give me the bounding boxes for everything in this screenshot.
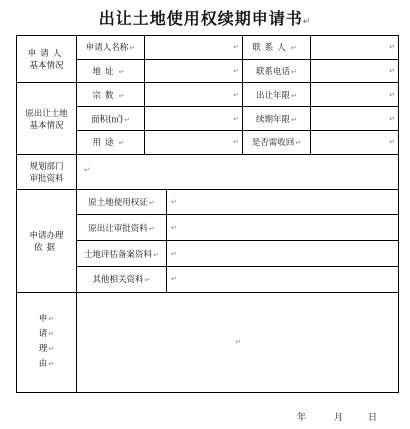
reason-char: 申 xyxy=(38,314,48,325)
footer-day: 日 xyxy=(368,413,378,423)
address-label xyxy=(77,59,145,83)
cell-mark: ↵ xyxy=(233,138,239,147)
reason-char: 请 xyxy=(38,329,48,340)
cell-mark: ↵ xyxy=(118,139,129,148)
use-label xyxy=(77,130,145,154)
reason-field[interactable] xyxy=(77,292,399,392)
contact-person-label-text: 联系人 xyxy=(252,43,290,54)
grant-term-field[interactable] xyxy=(311,83,399,107)
basis-item-grant-approval-field[interactable] xyxy=(167,215,399,241)
cell-mark: ↵ xyxy=(48,360,55,369)
cell-mark: ↵ xyxy=(144,276,151,285)
cell-mark: ↵ xyxy=(171,223,177,232)
use-field[interactable] xyxy=(145,130,243,154)
cell-mark: ↵ xyxy=(233,114,239,123)
applicant-section-label xyxy=(17,36,77,83)
grant-term-label-text: 出让年限 xyxy=(256,90,291,101)
reason-char: 由 xyxy=(38,359,48,370)
applicant-name-row xyxy=(17,36,399,60)
cell-mark: ↵ xyxy=(48,345,55,354)
cell-mark: ↵ xyxy=(171,275,177,284)
area-label xyxy=(77,107,145,131)
cell-mark: ↵ xyxy=(291,68,297,77)
applicant-label-line2: 基本情况 xyxy=(29,61,64,72)
basis-item-valuation-filing-field[interactable] xyxy=(167,241,399,267)
contact-person-field[interactable] xyxy=(311,36,399,60)
cell-mark: ↵ xyxy=(118,91,129,100)
basis-label-line2: 依据 xyxy=(33,242,59,253)
planning-label-line2: 审批资料 xyxy=(29,173,64,184)
basis-item-valuation-filing xyxy=(77,241,167,267)
page-title xyxy=(0,6,410,29)
reason-label-vertical xyxy=(39,312,54,372)
land-label-line1: 原出让土地 xyxy=(25,108,68,119)
cell-mark: ↵ xyxy=(233,67,239,76)
planning-label-line1: 规划部门 xyxy=(29,161,64,172)
applicant-name-label xyxy=(77,36,145,60)
basis-item-land-certificate xyxy=(77,189,167,215)
paragraph-mark: ↵ xyxy=(302,17,312,27)
phone-label xyxy=(243,59,311,83)
planning-field[interactable] xyxy=(77,154,399,189)
renewal-term-field[interactable] xyxy=(311,107,399,131)
cell-mark: ↵ xyxy=(389,90,395,99)
parcels-field[interactable] xyxy=(145,83,243,107)
cell-mark: ↵ xyxy=(290,44,301,53)
cell-mark: ↵ xyxy=(233,90,239,99)
cell-mark: ↵ xyxy=(118,68,129,77)
cell-mark: ↵ xyxy=(291,115,297,124)
cell-mark: ↵ xyxy=(84,165,90,174)
application-form-table xyxy=(16,35,399,393)
cell-mark: ↵ xyxy=(235,338,241,347)
address-field[interactable] xyxy=(145,59,243,83)
parcels-label xyxy=(77,83,145,107)
basis-item-label: 土地评估备案资料 xyxy=(84,249,153,260)
address-label-text: 地址 xyxy=(92,67,118,78)
basis-item-land-certificate-field[interactable] xyxy=(167,189,399,215)
parcels-label-text: 宗数 xyxy=(92,90,118,101)
renewal-term-label xyxy=(243,107,311,131)
cell-mark: ↵ xyxy=(153,250,159,259)
cell-mark: ↵ xyxy=(389,43,395,52)
area-label-text: 面积(㎡) xyxy=(90,114,124,125)
planning-row xyxy=(17,154,399,189)
applicant-name-label-text: 申请人名称 xyxy=(85,43,129,54)
phone-label-text: 联系电话 xyxy=(256,67,291,78)
cell-mark: ↵ xyxy=(295,139,302,148)
cell-mark: ↵ xyxy=(233,43,239,52)
area-field[interactable] xyxy=(145,107,243,131)
phone-field[interactable] xyxy=(311,59,399,83)
basis-item-other xyxy=(77,267,167,293)
footer-year: 年 xyxy=(297,413,307,423)
land-section-label xyxy=(17,83,77,154)
basis-label-line1: 申请办理 xyxy=(29,230,64,241)
cell-mark: ↵ xyxy=(171,249,177,258)
applicant-name-field[interactable] xyxy=(145,36,243,60)
footer-month: 月 xyxy=(334,413,344,423)
basis-item-grant-approval xyxy=(77,215,167,241)
land-label-line2: 基本情况 xyxy=(29,120,64,131)
reason-label xyxy=(17,292,77,392)
cell-mark: ↵ xyxy=(129,44,136,53)
cell-mark: ↵ xyxy=(291,91,297,100)
basis-item-label: 原土地使用权证 xyxy=(88,198,148,209)
cell-mark: ↵ xyxy=(148,199,155,208)
cell-mark: ↵ xyxy=(124,115,130,124)
cell-mark: ↵ xyxy=(48,315,55,324)
reclaim-label-text: 是否需收回 xyxy=(251,138,295,149)
title-text: 出让土地使用权续期申请书 xyxy=(98,9,303,28)
cell-mark: ↵ xyxy=(389,67,395,76)
reason-row xyxy=(17,292,399,392)
cell-mark: ↵ xyxy=(148,224,155,233)
renewal-term-label-text: 续期年限 xyxy=(256,114,291,125)
reclaim-label xyxy=(243,130,311,154)
cell-mark: ↵ xyxy=(389,138,395,147)
contact-person-label xyxy=(243,36,311,60)
basis-item-other-field[interactable] xyxy=(167,267,399,293)
basis-item-label: 其他相关资料 xyxy=(92,275,144,286)
use-label-text: 用途 xyxy=(92,138,118,149)
cell-mark: ↵ xyxy=(389,114,395,123)
planning-label xyxy=(17,154,77,189)
cell-mark: ↵ xyxy=(48,330,55,339)
applicant-label-line1: 申请人 xyxy=(27,49,66,60)
basis-item-label: 原出让审批资料 xyxy=(88,223,148,234)
cell-mark: ↵ xyxy=(171,198,177,207)
reclaim-field[interactable] xyxy=(311,130,399,154)
basis-section-label xyxy=(17,189,77,292)
basis-row-1 xyxy=(17,189,399,215)
grant-term-label xyxy=(243,83,311,107)
parcels-row xyxy=(17,83,399,107)
reason-char: 理 xyxy=(38,344,48,355)
